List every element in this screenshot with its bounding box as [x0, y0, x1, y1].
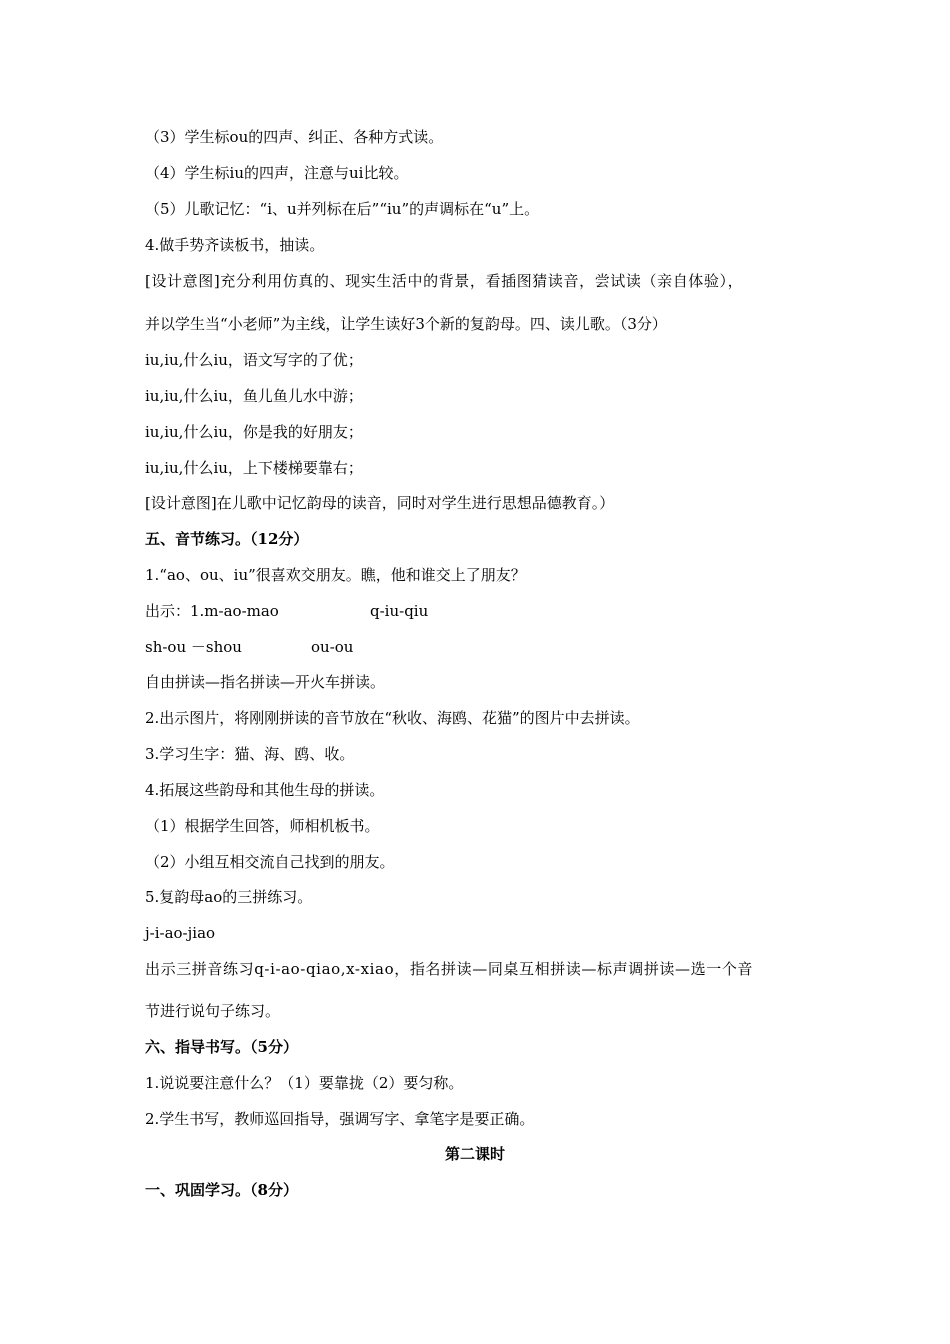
text-line: （5）儿歌记忆：“i、u并列标在后”“iu”的声调标在“u”上。: [145, 200, 540, 218]
text-line: 2.出示图片，将刚刚拼读的音节放在“秋收、海鸥、花猫”的图片中去拼读。: [145, 709, 640, 727]
text-line: 出示三拼音练习q-i-ao-qiao,x-xiao，指名拼读—同桌互相拼读—标声调拼读—选一个音: [145, 960, 754, 978]
syllable-example: j-i-ao-jiao: [145, 924, 216, 942]
text-line: 自由拼读—指名拼读—开火车拼读。: [145, 673, 386, 691]
syllable-example: sh-ou －shou: [145, 638, 242, 656]
text-line: （1）根据学生回答，师相机板书。: [145, 817, 380, 835]
text-line: 并以学生当“小老师”为主线，让学生读好3个新的复韵母。四、读儿歌。（3分）: [145, 315, 667, 333]
syllable-example: ou-ou: [311, 638, 354, 656]
text-line: 5.复韵母ao的三拼练习。: [145, 888, 313, 906]
text-line: 2.学生书写，教师巡回指导，强调写字、拿笔字是要正确。: [145, 1110, 535, 1128]
nursery-rhyme-line: iu,iu,什么iu，你是我的好朋友；: [145, 423, 363, 441]
design-intent-paragraph: [设计意图]充分利用仿真的、现实生活中的背景，看插图猜读音，尝试读（亲自体验），: [145, 272, 744, 290]
text-line: （2）小组互相交流自己找到的朋友。: [145, 853, 395, 871]
text-line: 3.学习生字：猫、海、鸥、收。: [145, 745, 355, 763]
section-heading: 六、指导书写。（5分）: [145, 1038, 298, 1056]
syllable-example: q-iu-qiu: [370, 602, 429, 620]
syllable-example: 出示：1.m-ao-mao: [145, 602, 279, 620]
section-heading: 一、巩固学习。（8分）: [145, 1181, 298, 1199]
text-line: 1.“ao、ou、iu”很喜欢交朋友。瞧，他和谁交上了朋友？: [145, 566, 526, 584]
text-line: 1.说说要注意什么？（1）要靠拢（2）要匀称。: [145, 1074, 464, 1092]
text-line: 4.做手势齐读板书，抽读。: [145, 236, 325, 254]
text-line: （4）学生标iu的四声，注意与ui比较。: [145, 164, 409, 182]
nursery-rhyme-line: iu,iu,什么iu，上下楼梯要靠右；: [145, 459, 363, 477]
text-line: 4.拓展这些韵母和其他生母的拼读。: [145, 781, 385, 799]
text-line: （3）学生标ou的四声、纠正、各种方式读。: [145, 128, 444, 146]
design-intent-paragraph: [设计意图]在儿歌中记忆韵母的读音，同时对学生进行思想品德教育。）: [145, 494, 615, 512]
section-heading: 五、音节练习。（12分）: [145, 530, 309, 548]
nursery-rhyme-line: iu,iu,什么iu，语文写字的了优；: [145, 351, 363, 369]
lesson-title: 第二课时: [444, 1145, 505, 1163]
nursery-rhyme-line: iu,iu,什么iu，鱼儿鱼儿水中游；: [145, 387, 363, 405]
text-line: 节进行说句子练习。: [145, 1002, 281, 1020]
